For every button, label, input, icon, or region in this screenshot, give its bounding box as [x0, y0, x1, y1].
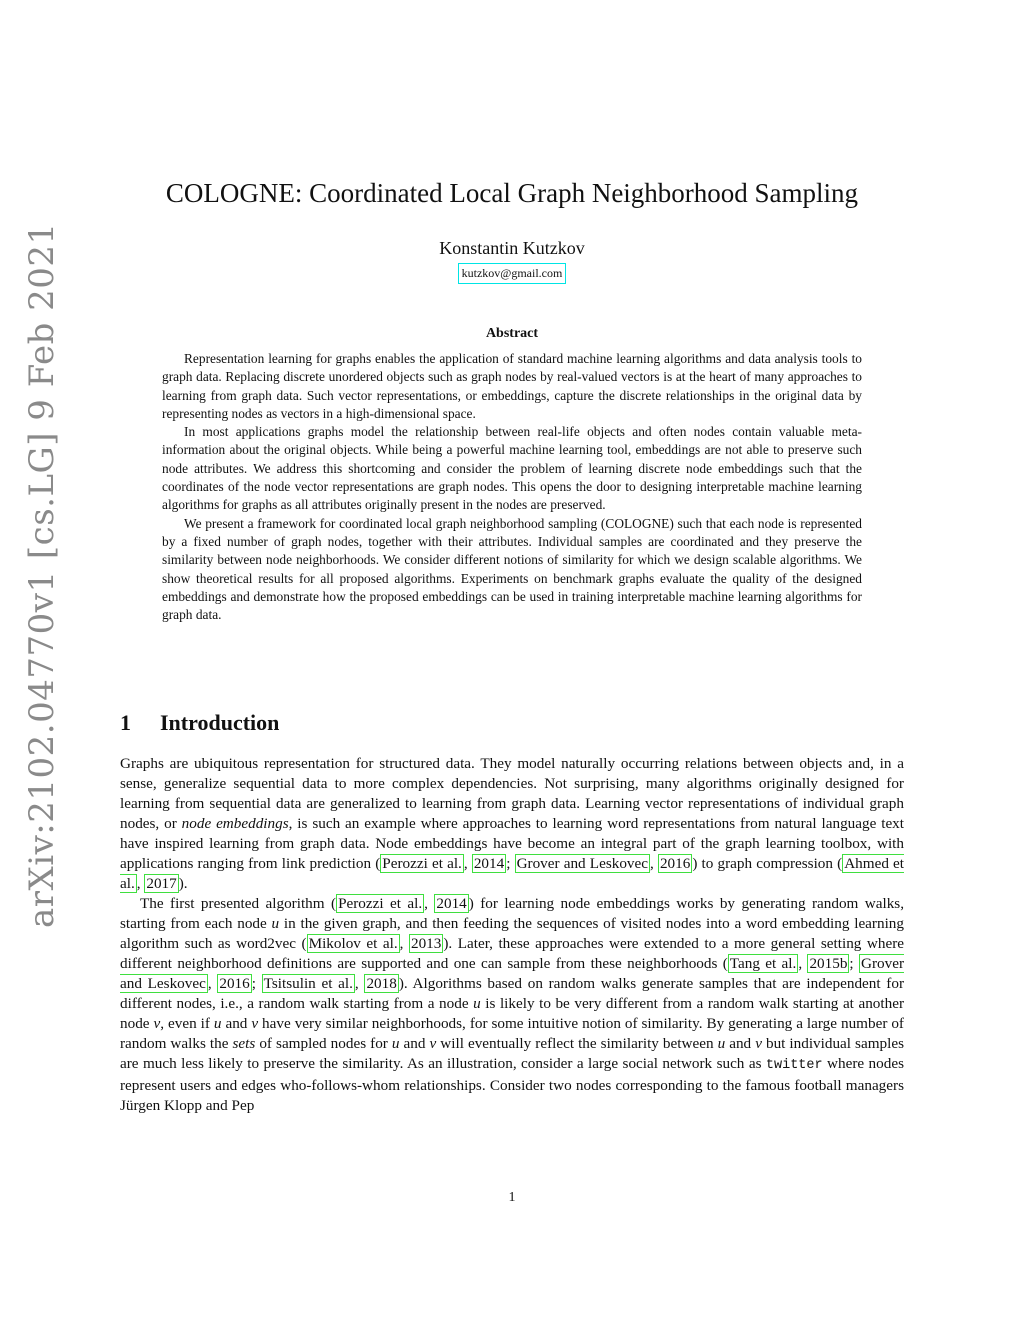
intro-paragraph-2: The first presented algorithm ( Perozzi et al. , 2014 ) for learning node embeddings works by generating random walks, starting from each node u in the given graph, and then feeding the sequences of visited nodes into a word embedding learning algorithm such as word2vec ( Mikolov et al. , 2013 ). Later, these approaches were extended to a more general setting where different neighborhood definitions are supported and one can sample from these neighborhoods ( Tang et al. , 2015b ; Grover and Leskovec , 2016 ; Tsitsulin et al. , 2018 ). Algorithms based on random walks generate samples that are independent for different nodes, i.e., a random walk starting from a node u is likely to be very different from a random walk starting at another node v, even if u and v have very similar neighborhoods, for some intuitive notion of similarity. By generating a large number of random walks the sets of sampled nodes for u and v will eventually reflect the similarity between u and v but individual samples are much less likely to preserve the similarity. As an illustration, consider a large social network such as twitter where nodes represent users and edges who-follows-whom relationships. Consider two nodes corresponding to the famous football managers Jürgen Klopp and Pep: [120, 895, 905, 1114]
author-email-link[interactable]: kutzkov@gmail.com: [458, 263, 567, 284]
math-variable: v: [429, 1035, 437, 1052]
citation-link[interactable]: 2015b: [809, 955, 848, 972]
citation-link[interactable]: 2016: [219, 975, 250, 992]
emphasis-sets: sets: [232, 1035, 256, 1052]
author-email-wrap: [0, 262, 1024, 284]
intro-paragraph-1: Graphs are ubiquitous representation for structured data. They model naturally occurring relations between objects and, in a sense, generalize sequential data to more complex dependencies. Not surprising, many algorithms originally designed for learning from sequential data are generalized to learning from graph data. Learning vector representations of individual graph nodes, or node embeddings, is such an example where approaches to learning word representations from natural language text have inspired learning from graph data. Node embeddings have become an integral part of the graph learning toolbox, with applications ranging from link prediction ( Perozzi et al. , 2014 ; Grover and Leskovec , 2016 ) to graph compression ( Ahmed et al. , 2017 ).: [120, 755, 905, 892]
citation-link[interactable]: Grover and Leskovec: [120, 955, 904, 992]
math-variable: u: [473, 995, 481, 1012]
math-variable: u: [213, 1015, 222, 1032]
math-variable: u: [391, 1035, 400, 1052]
section-number: 1: [120, 710, 131, 735]
code-twitter: twitter: [765, 1058, 823, 1073]
math-variable: u: [717, 1035, 726, 1052]
section-title: Introduction: [160, 710, 280, 735]
math-variable: u: [271, 915, 280, 932]
citation-link[interactable]: Ahmed et al.: [120, 855, 905, 892]
citation-link[interactable]: Grover and Leskovec: [516, 855, 648, 872]
citation-link[interactable]: Tsitsulin et al.: [263, 975, 353, 992]
paper-title: COLOGNE: Coordinated Local Graph Neighborhood Sampling: [165, 178, 859, 208]
abstract-paragraph-1: Representation learning for graphs enables the application of standard machine learning algorithms and data analysis tools to graph data. Replacing discrete unordered objects such as graph nodes by real-valued vectors is at the heart of many approaches to learning from graph data. Such vector representations, or embeddings, capture the discrete relationships in the original data by representing nodes as vectors in a high-dimensional space.: [162, 351, 862, 421]
citation-link[interactable]: 2017: [146, 875, 177, 892]
page-number: 1: [508, 1190, 516, 1205]
citation-link[interactable]: 2014: [436, 895, 467, 912]
emphasis-node-embeddings: node embeddings: [181, 815, 289, 832]
citation-link[interactable]: 2014: [473, 855, 505, 872]
citation-link[interactable]: Perozzi et al.: [338, 895, 423, 912]
abstract-paragraph-3: We present a framework for coordinated local graph neighborhood sampling (COLOGNE) such that each node is represented by a fixed number of graph nodes, together with their attributes. Individual samples are coordinated and they preserve the similarity between node neighborhoods. We consider different notions of similarity for which we design scalable algorithms. We show theoretical results for all proposed algorithms. Experiments on benchmark graphs evaluate the quality of the designed embeddings and demonstrate how the proposed embeddings can be used in training interpretable machine learning algorithms for graph data.: [162, 515, 862, 623]
math-variable: v: [153, 1015, 161, 1032]
author-name: Konstantin Kutzkov: [439, 238, 585, 258]
citation-link[interactable]: Perozzi et al.: [382, 855, 462, 872]
introduction-body: [120, 754, 904, 1116]
section-heading-introduction: [120, 710, 279, 736]
citation-link[interactable]: 2018: [366, 975, 397, 992]
citation-link[interactable]: 2013: [410, 935, 442, 952]
math-variable: v: [251, 1015, 259, 1032]
citation-link[interactable]: 2016: [659, 855, 691, 872]
arxiv-identifier: arXiv:2102.04770v1 [cs.LG] 9 Feb 2021: [22, 222, 62, 928]
abstract-paragraph-2: In most applications graphs model the relationship between real-life objects and often nodes contain valuable meta-information about the original objects. While being a powerful machine learning tool, embeddings are not able to preserve such node attributes. We address this shortcoming and consider the problem of learning discrete node embeddings such that the coordinates of the node vector representations are graph nodes. This opens the door to designing interpretable machine learning algorithms for graphs as all attributes originally present in the nodes are preserved.: [162, 424, 862, 513]
citation-link[interactable]: Tang et al.: [729, 955, 797, 972]
abstract-heading: Abstract: [485, 326, 539, 341]
math-variable: v: [755, 1035, 762, 1052]
abstract-body: [162, 350, 862, 624]
citation-link[interactable]: Mikolov et al.: [308, 935, 398, 952]
